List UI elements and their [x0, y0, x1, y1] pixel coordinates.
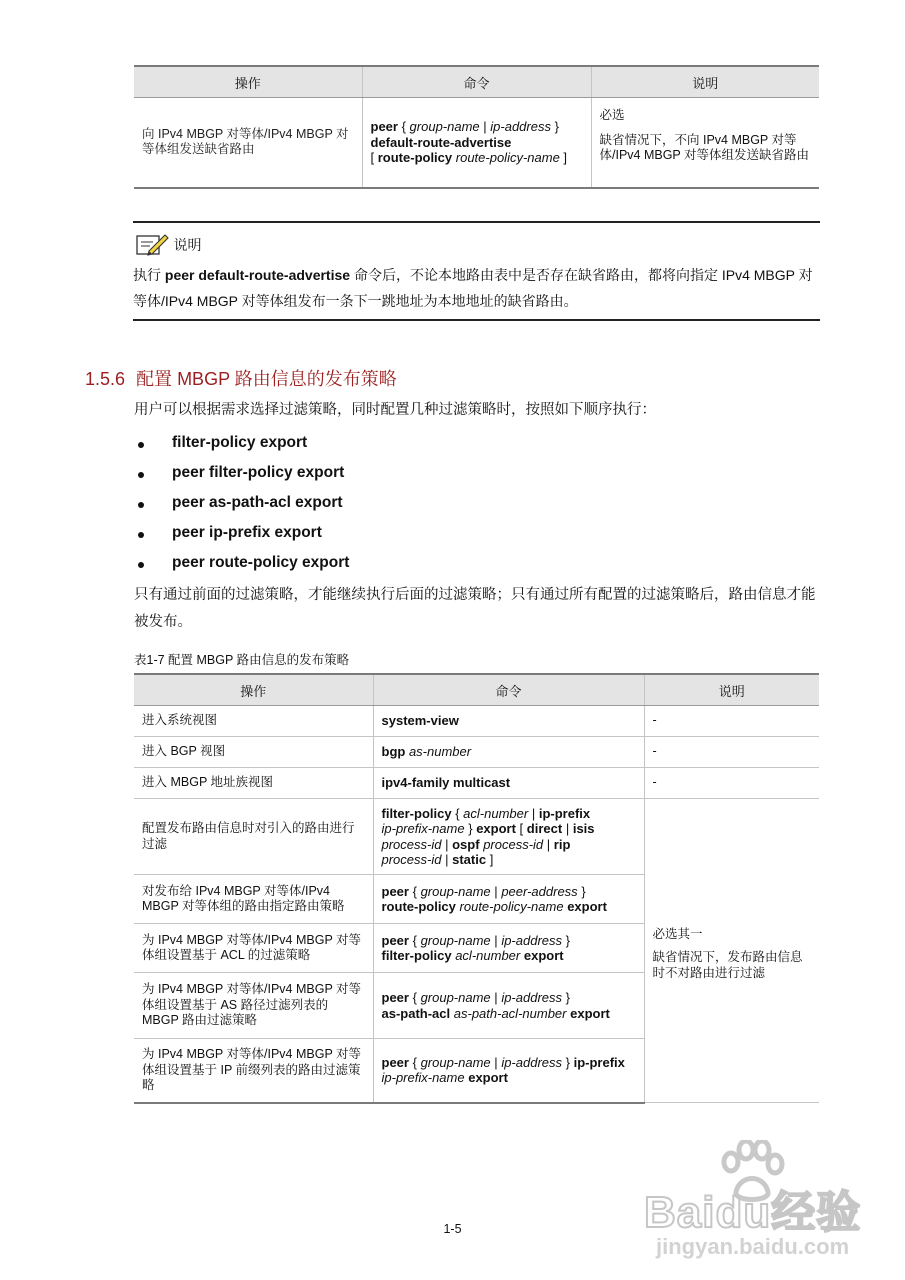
header-operation: 操作 [134, 674, 373, 706]
section-heading [85, 365, 397, 391]
operation-cell: 为 IPv4 MBGP 对等体/IPv4 MBGP 对等体组设置基于 ACL 的过滤策略 [134, 924, 373, 973]
watermark-url: jingyan.baidu.com [656, 1234, 850, 1259]
list-item: peer ip-prefix export [172, 524, 322, 548]
note-header [135, 232, 201, 256]
baidu-watermark [640, 1140, 900, 1270]
watermark-brand: Baidu经验 [644, 1188, 862, 1237]
list-item: peer as-path-acl export [172, 494, 343, 518]
description-cell: - [644, 706, 819, 737]
table-row [134, 768, 819, 799]
table-header-row [134, 674, 819, 706]
operation-cell: 进入系统视图 [134, 706, 373, 737]
header-description: 说明 [591, 66, 819, 98]
table-header-row [134, 66, 819, 98]
description-cell [591, 98, 819, 188]
header-operation: 操作 [134, 66, 362, 98]
note-pencil-icon [135, 232, 169, 258]
command-table-default-route [134, 65, 819, 189]
operation-cell: 进入 BGP 视图 [134, 737, 373, 768]
operation-cell: 为 IPv4 MBGP 对等体/IPv4 MBGP 对等体组设置基于 IP 前缀列表的路由过滤策略 [134, 1039, 373, 1103]
table-caption: 表1-7 配置 MBGP 路由信息的发布策略 [134, 653, 350, 667]
default-text: 缺省情况下，发布路由信息时不对路由进行过滤 [652, 950, 803, 980]
header-description: 说明 [644, 674, 819, 706]
section-after-text: 只有通过前面的过滤策略，才能继续执行后面的过滤策略；只有通过所有配置的过滤策略后，路由信息才能被发布。 [134, 587, 816, 630]
description-cell: - [644, 737, 819, 768]
table-row [134, 737, 819, 768]
merged-description-cell [644, 799, 819, 1103]
command-cell: peer { group-name | ip-address } default-route-advertise [ route-policy route-policy-name ] [362, 98, 591, 188]
section-title: 配置 MBGP 路由信息的发布策略 [136, 369, 397, 389]
operation-cell: 为 IPv4 MBGP 对等体/IPv4 MBGP 对等体组设置基于 AS 路径过滤列表的 MBGP 路由过滤策略 [134, 973, 373, 1039]
list-item: peer route-policy export [172, 554, 349, 578]
command-cell: peer { group-name | peer-address } route-policy route-policy-name export [373, 875, 644, 924]
table-row [134, 98, 819, 188]
note-title: 说明 [173, 237, 202, 253]
section-number: 1.5.6 [85, 369, 126, 389]
operation-cell: 进入 MBGP 地址族视图 [134, 768, 373, 799]
command-cell: bgp as-number [373, 737, 644, 768]
note-top-rule [133, 221, 820, 223]
header-command: 命令 [362, 66, 591, 98]
operation-cell: 向 IPv4 MBGP 对等体/IPv4 MBGP 对等体组发送缺省路由 [134, 98, 362, 188]
command-cell: peer { group-name | ip-address } ip-prefix ip-prefix-name export [373, 1039, 644, 1103]
section-intro: 用户可以根据需求选择过滤策略，同时配置几种过滤策略时，按照如下顺序执行： [134, 402, 656, 418]
command-cell: filter-policy { acl-number | ip-prefix ip-prefix-name } export [ direct | isis process-id | ospf process-id | rip process-id | static ] [373, 799, 644, 875]
note-text: 执行 peer default-route-advertise 命令后，不论本地路由表中是否存在缺省路由，都将向指定 IPv4 MBGP 对等体/IPv4 MBGP 对等体组发布一条下一跳地址为本地地址的缺省路由。 [133, 267, 813, 309]
list-item: filter-policy export [172, 434, 307, 458]
table-row [134, 706, 819, 737]
command-cell: peer { group-name | ip-address } as-path-acl as-path-acl-number export [373, 973, 644, 1039]
default-text: 缺省情况下，不向 IPv4 MBGP 对等体/IPv4 MBGP 对等体组发送缺省路由 [599, 132, 810, 162]
description-cell: - [644, 768, 819, 799]
page-number: 1-5 [443, 1222, 462, 1236]
command-table-advertise-policy [134, 673, 819, 1104]
list-item: peer filter-policy export [172, 464, 344, 488]
command-cell: ipv4-family multicast [373, 768, 644, 799]
note-bottom-rule [133, 319, 820, 321]
command-cell: peer { group-name | ip-address } filter-policy acl-number export [373, 924, 644, 973]
command-cell: system-view [373, 706, 644, 737]
required-label: 必选 [599, 108, 625, 122]
operation-cell: 配置发布路由信息时对引入的路由进行过滤 [134, 799, 373, 875]
header-command: 命令 [373, 674, 644, 706]
table-row [134, 799, 819, 875]
required-label: 必选其一 [652, 926, 703, 941]
operation-cell: 对发布给 IPv4 MBGP 对等体/IPv4 MBGP 对等体组的路由指定路由策略 [134, 875, 373, 924]
